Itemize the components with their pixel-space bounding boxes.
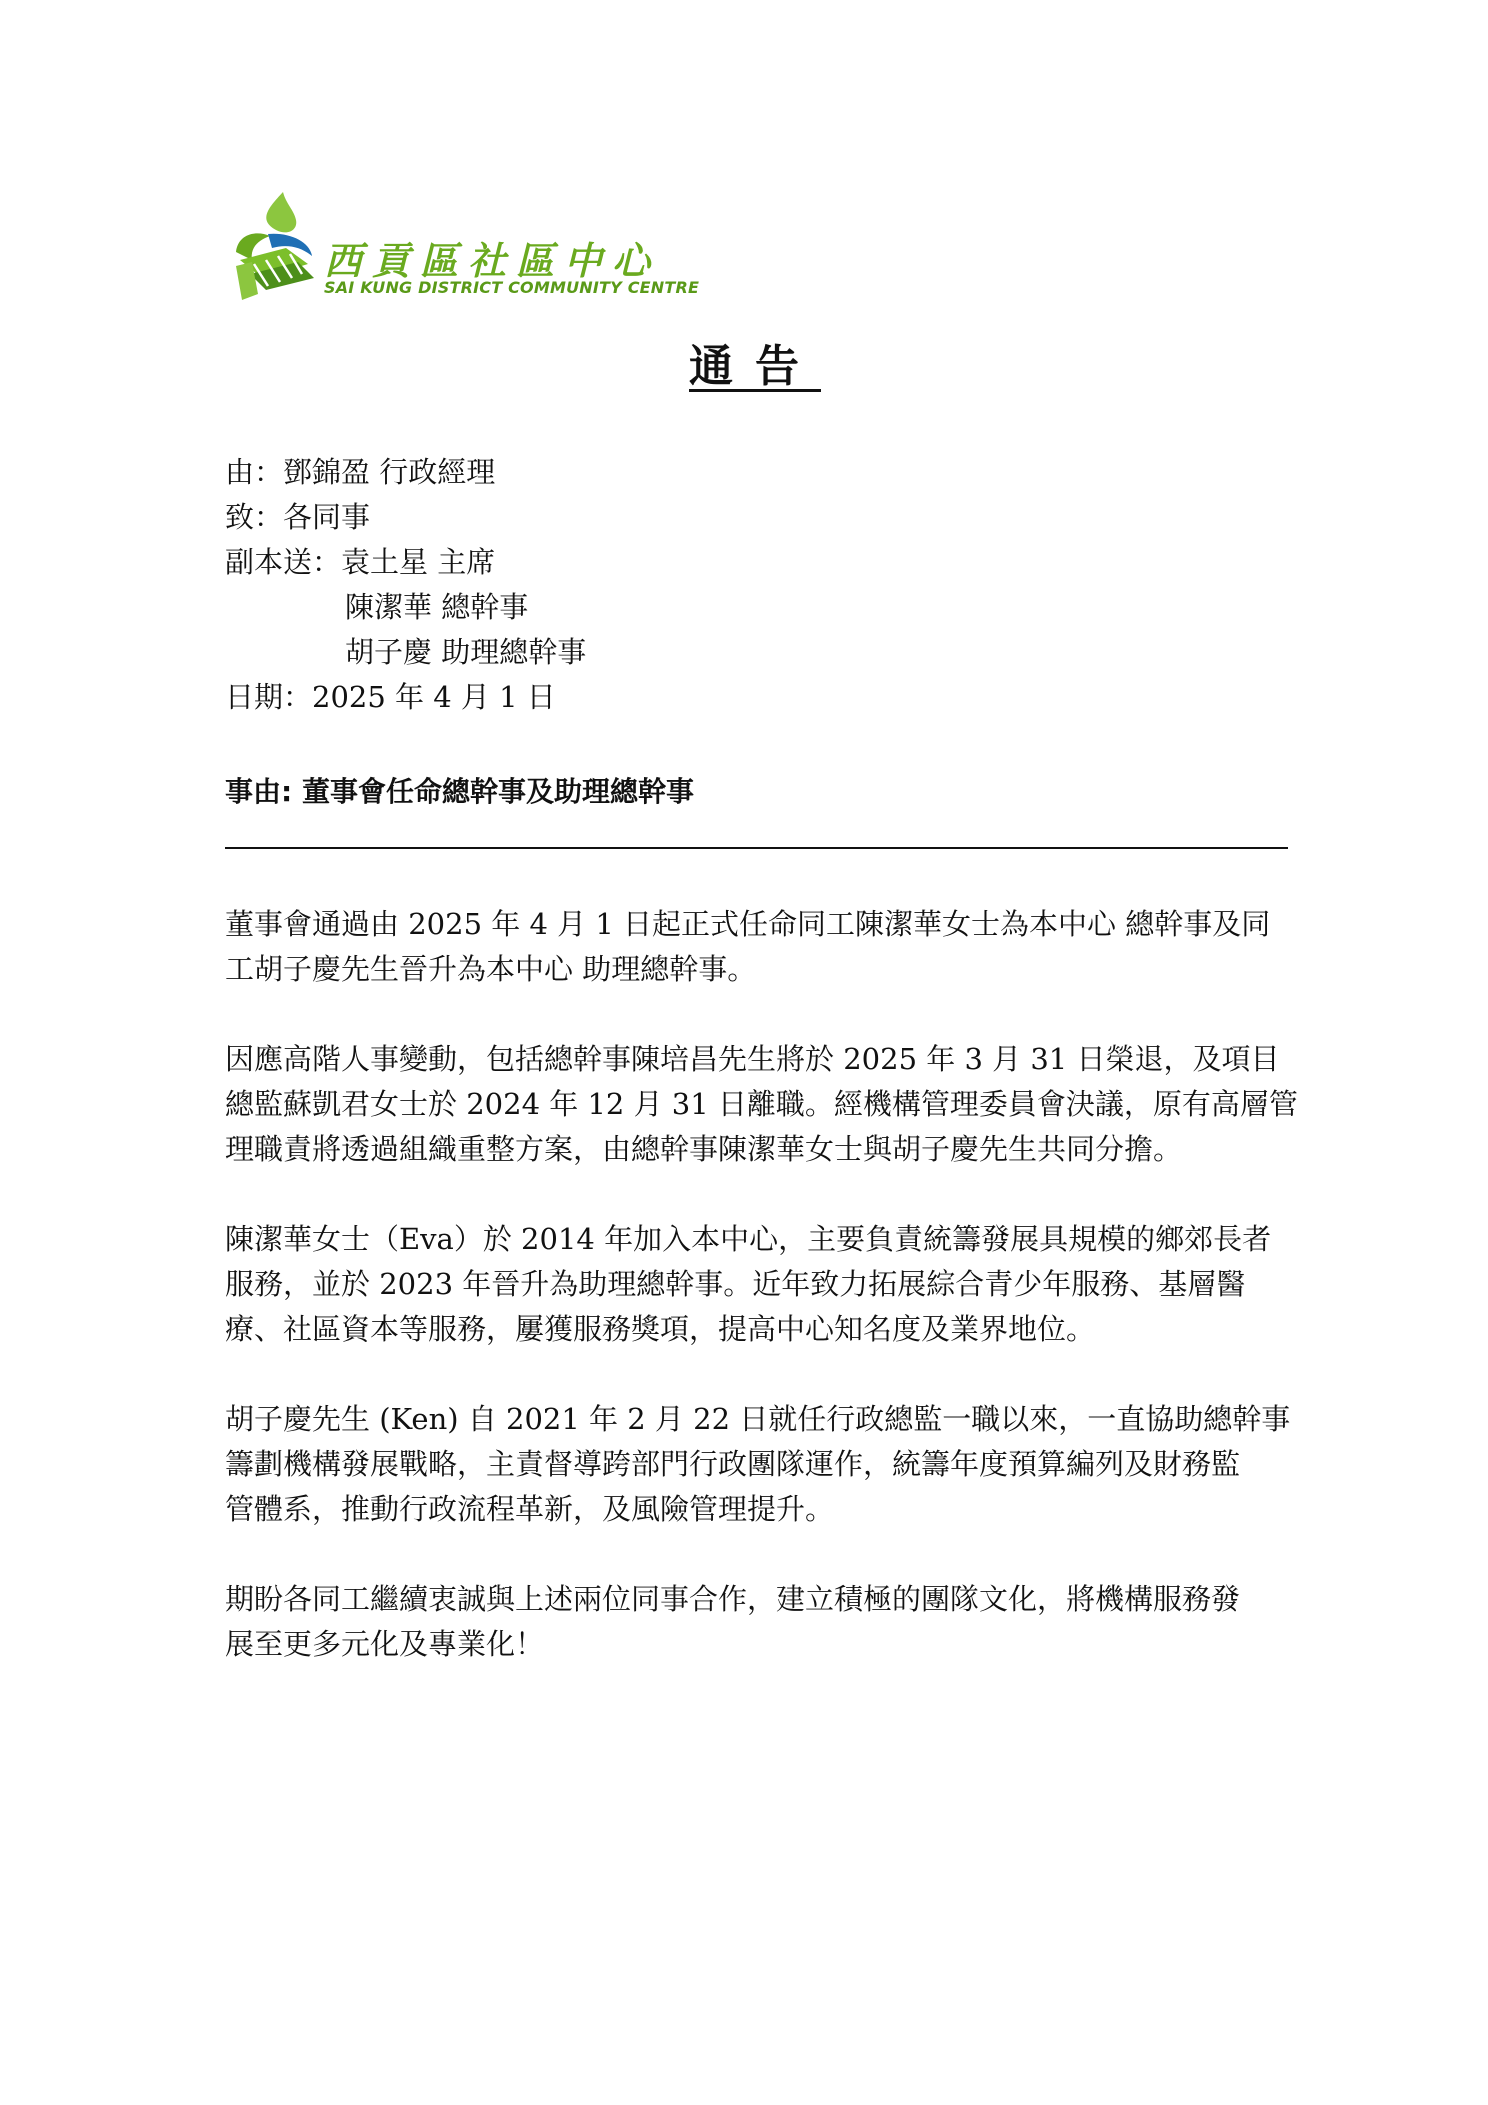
text-line: 董事會通過由 2025 年 4 月 1 日起正式任命同工陳潔華女士為本中心 總幹事及同 xyxy=(225,907,1271,941)
text-line: 胡子慶先生 (Ken) 自 2021 年 2 月 22 日就任行政總監一職以來，一直協助總幹事 xyxy=(225,1402,1291,1436)
text-line: 工胡子慶先生晉升為本中心 助理總幹事。 xyxy=(225,952,757,986)
logo-chinese-name: 西貢區社區中心 xyxy=(324,239,661,283)
text-line: 理職責將透過組織重整方案，由總幹事陳潔華女士與胡子慶先生共同分擔。 xyxy=(225,1132,1183,1166)
from-line: 由：鄧錦盈 行政經理 xyxy=(225,455,496,489)
cc-recipient: 胡子慶 助理總幹事 xyxy=(345,635,587,669)
text-line: 總監蘇凱君女士於 2024 年 12 月 31 日離職。經機構管理委員會決議，原有高層管 xyxy=(225,1087,1298,1121)
paragraph xyxy=(225,902,1295,992)
divider xyxy=(225,847,1288,849)
notice-title: 通告 xyxy=(689,341,821,392)
text-line: 管體系，推動行政流程革新，及風險管理提升。 xyxy=(225,1492,835,1526)
memo-header xyxy=(225,450,586,720)
cc-line xyxy=(225,540,586,585)
paragraph xyxy=(225,1037,1298,1172)
text-line: 籌劃機構發展戰略，主責督導跨部門行政團隊運作，統籌年度預算編列及財務監 xyxy=(225,1447,1241,1481)
to-line: 致：各同事 xyxy=(225,500,371,534)
text-line: 展至更多元化及專業化！ xyxy=(225,1627,545,1661)
cc-recipient: 袁土星 主席 xyxy=(341,545,496,579)
text-line: 療、社區資本等服務，屢獲服務獎項，提高中心知名度及業界地位。 xyxy=(225,1312,1096,1346)
subject-line: 事由: 董事會任命總幹事及助理總幹事 xyxy=(225,775,694,808)
paragraph xyxy=(225,1217,1295,1352)
logo-english-name: SAI KUNG DISTRICT COMMUNITY CENTRE xyxy=(324,278,700,297)
date-line: 日期：2025 年 4 月 1 日 xyxy=(225,680,556,714)
text-line: 因應高階人事變動，包括總幹事陳培昌先生將於 2025 年 3 月 31 日榮退，及項目 xyxy=(225,1042,1280,1076)
sai-kung-logo-icon xyxy=(228,190,328,305)
cc-recipient: 陳潔華 總幹事 xyxy=(345,590,529,624)
text-line: 服務，並於 2023 年晉升為助理總幹事。近年致力拓展綜合青少年服務、基層醫 xyxy=(225,1267,1246,1301)
cc-label: 副本送： xyxy=(225,545,342,579)
notice-body xyxy=(225,902,1298,1712)
paragraph xyxy=(225,1397,1295,1532)
text-line: 陳潔華女士（Eva）於 2014 年加入本中心，主要負責統籌發展具規模的鄉郊長者 xyxy=(225,1222,1272,1256)
paragraph xyxy=(225,1577,1295,1667)
organization-logo xyxy=(228,190,700,310)
text-line: 期盼各同工繼續衷誠與上述兩位同事合作，建立積極的團隊文化，將機構服務發 xyxy=(225,1582,1241,1616)
